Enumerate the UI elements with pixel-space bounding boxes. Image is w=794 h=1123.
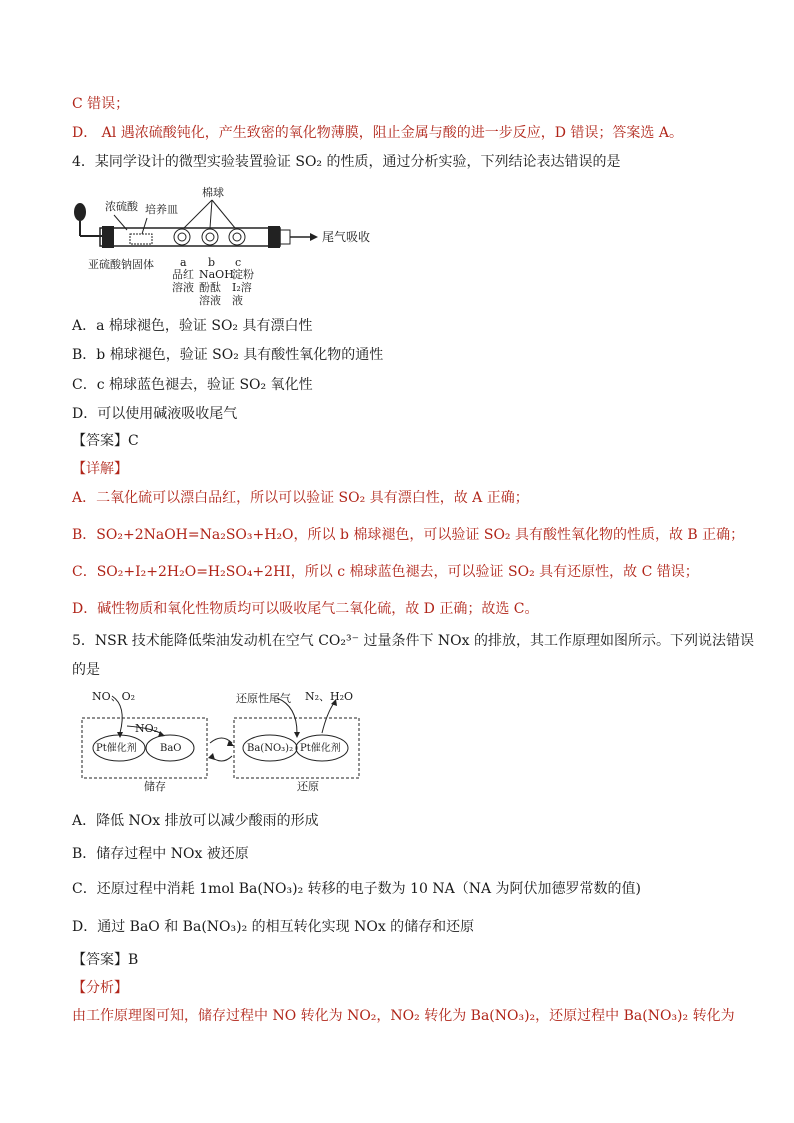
text-line: D． Al 遇浓硫酸钝化，产生致密的氧化物薄膜，阻止金属与酸的进一步反应，D 错误；答案选 A。 [72, 125, 683, 141]
option-d: D．可以使用碱液吸收尾气 [72, 406, 238, 422]
label-no-o2: NO、O₂ [92, 690, 136, 703]
option-5a: A．降低 NOx 排放可以减少酸雨的形成 [72, 813, 319, 829]
answer-4: 【答案】C [72, 433, 139, 449]
label-dish: 培养皿 [145, 203, 178, 216]
label-solid: 亚硫酸钠固体 [88, 258, 154, 271]
explain-a: A．二氧化硫可以漂白品红，所以可以验证 SO₂ 具有漂白性，故 A 正确； [72, 490, 529, 506]
label-storage: 储存 [144, 780, 166, 793]
label-conc-acid: 浓硫酸 [105, 200, 138, 213]
answer-5: 【答案】B [72, 952, 139, 968]
label-cotton: 棉球 [202, 186, 224, 199]
question-4-stem: 4．某同学设计的微型实验装置验证 SO₂ 的性质，通过分析实验，下列结论表达错误的是 [72, 154, 621, 170]
analysis-heading: 【分析】 [72, 980, 128, 996]
explain-b: B．SO₂+2NaOH=Na₂SO₃+H₂O，所以 b 棉球褪色，可以验证 SO₂ 具有酸性氧化物的性质，故 B 正确； [72, 527, 745, 543]
label-b: b [208, 256, 216, 269]
label-ba-nitrate: Ba(NO₃)₂ [247, 743, 294, 754]
option-5c: C．还原过程中消耗 1mol Ba(NO₃)₂ 转移的电子数为 10 NA（NA 为阿伏加德罗常数的值) [72, 881, 642, 897]
explain-c: C．SO₂+I₂+2H₂O=H₂SO₄+2HI，所以 c 棉球蓝色褪去，可以验证 SO₂ 具有还原性，故 C 错误； [72, 564, 699, 580]
detail-heading: 【详解】 [72, 461, 128, 477]
option-b: B．b 棉球褪色，验证 SO₂ 具有酸性氧化物的通性 [72, 347, 384, 363]
question-5-stem-cont: 的是 [72, 662, 100, 678]
analysis-text: 由工作原理图可知，储存过程中 NO 转化为 NO₂，NO₂ 转化为 Ba(NO₃)₂，还原过程中 Ba(NO₃)₂ 转化为 [72, 1008, 735, 1024]
label-tail-gas: 尾气吸收 [322, 230, 371, 244]
text-line: C 错误； [72, 96, 130, 112]
label-n2-h2o: N₂、H₂O [305, 690, 354, 703]
label-pt-catalyst-2: Pt催化剂 [300, 743, 341, 754]
nsr-diagram [72, 688, 372, 793]
option-5d: D．通过 BaO 和 Ba(NO₃)₂ 的相互转化实现 NOx 的储存和还原 [72, 919, 475, 935]
option-c: C．c 棉球蓝色褪去，验证 SO₂ 氧化性 [72, 377, 313, 393]
explain-d: D．碱性物质和氧化性物质均可以吸收尾气二氧化硫，故 D 正确；故选 C。 [72, 601, 539, 617]
label-a-solution: 品红溶液 [172, 268, 194, 294]
label-reduction: 还原 [297, 780, 319, 793]
label-c-solution: 淀粉I₂溶液 [232, 268, 254, 307]
label-c: c [235, 256, 242, 269]
option-a: A．a 棉球褪色，验证 SO₂ 具有漂白性 [72, 318, 313, 334]
label-b-solution: NaOH酚酞溶液 [199, 268, 234, 307]
label-a: a [180, 256, 187, 269]
label-bao: BaO [160, 743, 182, 754]
label-pt-catalyst-1: Pt催化剂 [96, 743, 137, 754]
option-5b: B．储存过程中 NOx 被还原 [72, 846, 249, 862]
label-no2: NO₂ [135, 722, 159, 735]
label-reducing-gas: 还原性尾气 [236, 692, 291, 705]
question-5-stem: 5．NSR 技术能降低柴油发动机在空气 CO₂³⁻ 过量条件下 NOx 的排放，其工作原理如图所示。下列说法错误 [72, 633, 754, 649]
